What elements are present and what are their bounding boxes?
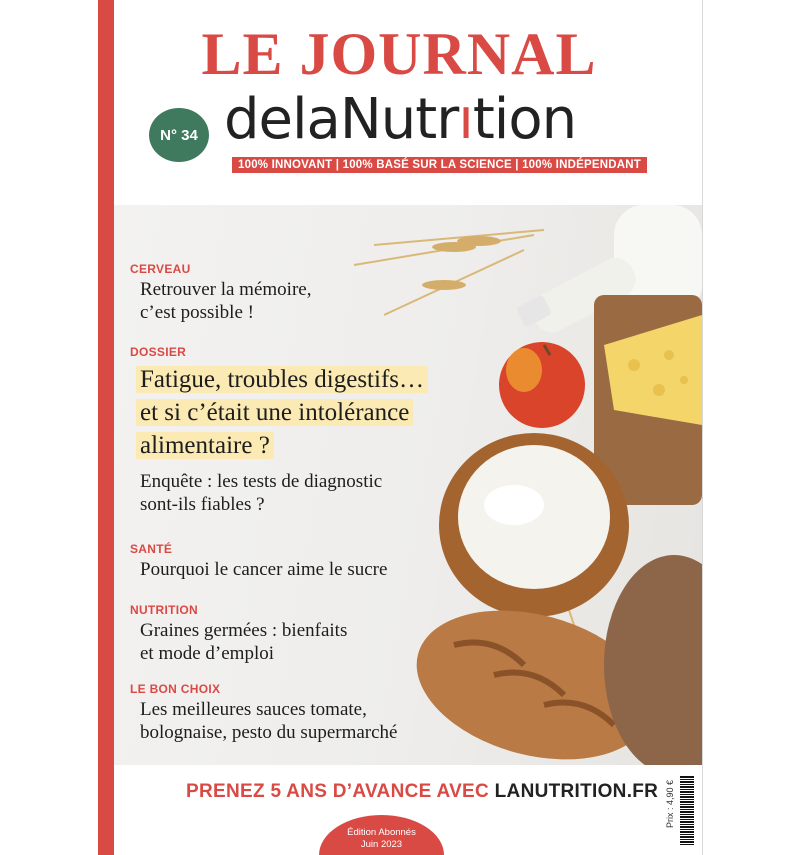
barcode-icon bbox=[680, 775, 694, 845]
story-kicker: NUTRITION bbox=[130, 603, 199, 617]
tagline: 100% INNOVANT | 100% BASÉ SUR LA SCIENCE | 100% INDÉPENDANT bbox=[232, 157, 647, 173]
story-headline-line: Retrouver la mémoire, bbox=[140, 279, 312, 300]
masthead-title: LE JOURNAL bbox=[201, 21, 597, 87]
dossier-headline-line: Fatigue, troubles digestifs… bbox=[136, 366, 428, 393]
dossier-subheadline-line: sont-ils fiables ? bbox=[140, 494, 265, 515]
story-headline-line: et mode d’emploi bbox=[140, 643, 275, 664]
apple-icon bbox=[499, 342, 585, 428]
dossier-headline-line: et si c’était une intolérance bbox=[136, 399, 413, 426]
edition-label: Édition Abonnés bbox=[347, 827, 416, 838]
cottage-cheese-bowl-icon bbox=[439, 433, 629, 617]
promo-text: PRENEZ 5 ANS D’AVANCE AVEC bbox=[186, 781, 490, 802]
brand-text-part2: tion bbox=[472, 87, 577, 152]
story-dossier bbox=[114, 345, 428, 516]
story-headline-line: Les meilleures sauces tomate, bbox=[140, 699, 367, 720]
promo-website: LANUTRITION.FR bbox=[494, 781, 659, 802]
edition-date: Juin 2023 bbox=[360, 839, 403, 850]
masthead bbox=[114, 0, 702, 205]
price-block bbox=[662, 775, 698, 845]
chili-pepper-icon: ı bbox=[458, 87, 473, 152]
promo-banner bbox=[186, 781, 658, 803]
story-sante bbox=[114, 542, 387, 581]
story-kicker: SANTÉ bbox=[130, 542, 173, 556]
story-kicker: LE BON CHOIX bbox=[130, 682, 221, 696]
edition-badge bbox=[319, 815, 444, 855]
price-label: Prix : 4,90 € bbox=[665, 779, 676, 829]
dossier-subheadline-line: Enquête : les tests de diagnostic bbox=[140, 471, 383, 492]
story-headline-line: c’est possible ! bbox=[140, 302, 254, 323]
dossier-headline-line: alimentaire ? bbox=[136, 432, 274, 459]
story-bon-choix bbox=[114, 682, 397, 744]
cover-footer bbox=[114, 765, 702, 855]
brand-logo bbox=[224, 85, 576, 155]
magazine-cover bbox=[98, 0, 703, 855]
story-headline-line: Pourquoi le cancer aime le sucre bbox=[140, 559, 388, 580]
story-cerveau bbox=[114, 262, 311, 324]
red-spine-bar bbox=[98, 0, 114, 855]
issue-badge: N° 34 bbox=[149, 108, 209, 162]
story-headline-line: bolognaise, pesto du supermarché bbox=[140, 722, 398, 743]
story-kicker: DOSSIER bbox=[130, 345, 187, 359]
brand-text-part1: delaNutr bbox=[224, 87, 459, 152]
story-nutrition bbox=[114, 603, 347, 665]
story-kicker: CERVEAU bbox=[130, 262, 191, 276]
story-headline-line: Graines germées : bienfaits bbox=[140, 620, 348, 641]
